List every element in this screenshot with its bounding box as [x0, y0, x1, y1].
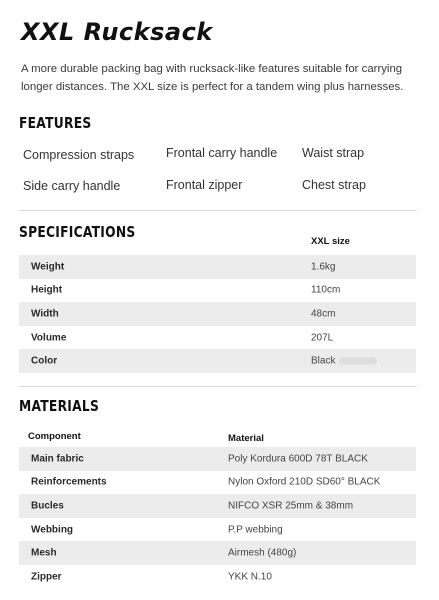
material-column-header: Material [228, 433, 264, 444]
features-heading: FEATURES [19, 114, 92, 132]
feature-item: Frontal carry handle [166, 146, 278, 160]
table-row [19, 255, 416, 279]
table-row [19, 279, 416, 303]
table-row [19, 541, 416, 565]
spec-value: 110cm [311, 284, 341, 296]
product-description: A more durable packing bag with rucksack-like features suitable for carrying longer distances. The XXL size is perfect for a tandem wing plus harnesses. [21, 63, 404, 93]
table-row [19, 447, 416, 471]
size-column-header: XXL size [311, 236, 350, 247]
material-value: NIFCO XSR 25mm & 38mm [228, 500, 354, 512]
spec-value: 1.6kg [311, 261, 336, 273]
specifications-heading: SPECIFICATIONS [19, 223, 136, 241]
table-row [19, 518, 416, 542]
component-label: Bucles [31, 500, 64, 512]
section-divider [19, 386, 417, 387]
section-divider [19, 210, 417, 211]
materials-heading: MATERIALS [19, 397, 100, 415]
color-value-text: Black [311, 355, 336, 367]
material-value: P.P webbing [228, 524, 283, 536]
feature-item: Waist strap [302, 146, 365, 160]
materials-table [19, 447, 416, 589]
spec-value: 207L [311, 332, 334, 344]
table-row [19, 565, 416, 589]
material-value: YKK N.10 [228, 571, 272, 583]
table-row [19, 349, 416, 373]
spec-label: Weight [31, 261, 65, 273]
material-value: Nylon Oxford 210D SD60° BLACK [228, 476, 381, 488]
feature-item: Compression straps [23, 148, 135, 162]
specifications-table [19, 255, 416, 373]
spec-value [311, 356, 377, 367]
spec-label: Volume [31, 332, 67, 344]
feature-item: Frontal zipper [166, 178, 243, 192]
component-label: Webbing [31, 524, 74, 536]
material-value: Airmesh (480g) [228, 547, 297, 559]
component-label: Zipper [31, 571, 62, 583]
spec-label: Height [31, 284, 63, 296]
table-row [19, 471, 416, 495]
feature-item: Side carry handle [23, 179, 121, 193]
material-value: Poly Kordura 600D 78T BLACK [228, 453, 368, 465]
component-label: Reinforcements [31, 476, 107, 488]
page-title: XXL Rucksack [21, 18, 213, 46]
table-row [19, 302, 416, 326]
spec-label: Width [31, 308, 59, 320]
feature-item: Chest strap [302, 178, 366, 192]
table-row [19, 326, 416, 350]
component-label: Main fabric [31, 453, 84, 465]
blurred-color-swatch [339, 358, 377, 365]
table-row [19, 494, 416, 518]
component-label: Mesh [31, 547, 57, 559]
spec-value: 48cm [311, 308, 336, 320]
spec-label: Color [31, 355, 58, 367]
component-column-header: Component [28, 431, 81, 442]
